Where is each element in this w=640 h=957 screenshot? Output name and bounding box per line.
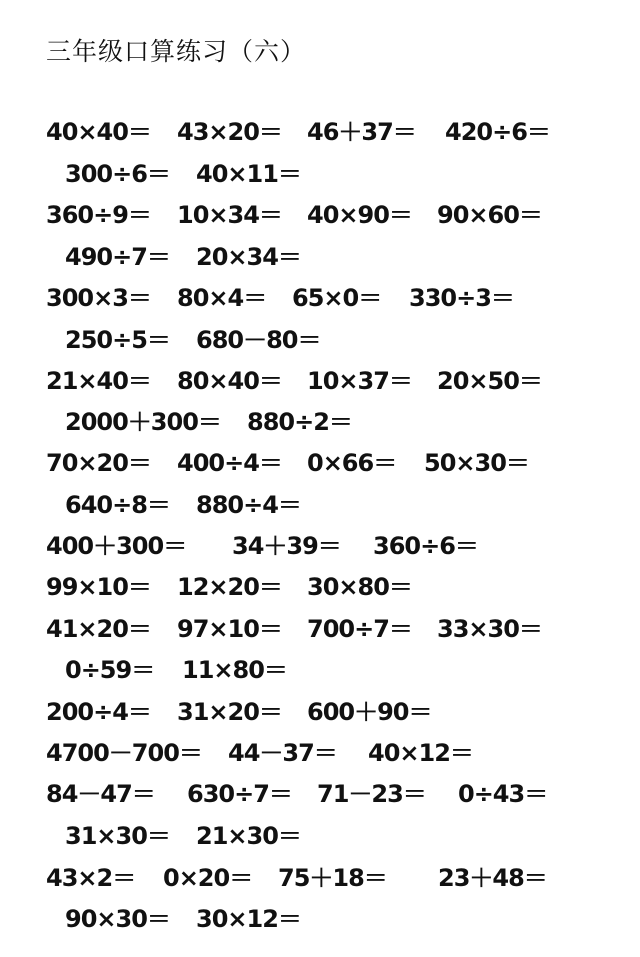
math-problem: 490÷7＝	[65, 243, 170, 271]
problem-row	[0, 487, 640, 523]
math-problem: 40×40＝	[46, 118, 151, 146]
problem-row	[0, 322, 640, 358]
math-problem: 640÷8＝	[65, 491, 170, 519]
math-problem: 400＋300＝	[46, 532, 187, 560]
problem-row	[0, 776, 640, 812]
math-problem: 23＋48＝	[438, 864, 547, 892]
math-problem: 40×90＝	[307, 201, 412, 229]
math-problem: 21×30＝	[196, 822, 301, 850]
math-problem: 33×30＝	[437, 615, 542, 643]
worksheet-title: 三年级口算练习（六）	[46, 37, 307, 66]
math-problem: 80×40＝	[177, 367, 282, 395]
math-problem: 200÷4＝	[46, 698, 151, 726]
math-problem: 46＋37＝	[307, 118, 416, 146]
problem-row	[0, 652, 640, 688]
math-problem: 44－37＝	[228, 739, 337, 767]
math-problem: 65×0＝	[292, 284, 382, 312]
math-problem: 40×11＝	[196, 160, 301, 188]
math-problem: 43×20＝	[177, 118, 282, 146]
math-problem: 0×20＝	[163, 864, 253, 892]
math-problem: 41×20＝	[46, 615, 151, 643]
math-problem: 630÷7＝	[187, 780, 292, 808]
math-problem: 34＋39＝	[232, 532, 341, 560]
math-problem: 330÷3＝	[409, 284, 514, 312]
math-problem: 300×3＝	[46, 284, 151, 312]
problem-row	[0, 197, 640, 233]
math-problem: 680－80＝	[196, 326, 321, 354]
math-problem: 43×2＝	[46, 864, 136, 892]
problem-row	[0, 363, 640, 399]
math-problem: 30×80＝	[307, 573, 412, 601]
math-problem: 700÷7＝	[307, 615, 412, 643]
math-problem: 97×10＝	[177, 615, 282, 643]
math-problem: 250÷5＝	[65, 326, 170, 354]
math-problem: 21×40＝	[46, 367, 151, 395]
math-problem: 0÷59＝	[65, 656, 155, 684]
math-problem: 80×4＝	[177, 284, 267, 312]
math-problem: 84－47＝	[46, 780, 155, 808]
problem-row	[0, 528, 640, 564]
math-problem: 4700－700＝	[46, 739, 202, 767]
problem-row	[0, 818, 640, 854]
problem-row	[0, 280, 640, 316]
math-problem: 10×37＝	[307, 367, 412, 395]
math-problem: 30×12＝	[196, 905, 301, 933]
problem-row	[0, 239, 640, 275]
problem-row	[0, 901, 640, 937]
math-problem: 10×34＝	[177, 201, 282, 229]
math-problem: 880÷2＝	[247, 408, 352, 436]
problem-row	[0, 694, 640, 730]
math-problem: 0÷43＝	[458, 780, 548, 808]
math-problem: 360÷6＝	[373, 532, 478, 560]
math-problem: 50×30＝	[424, 449, 529, 477]
math-problem: 75＋18＝	[278, 864, 387, 892]
math-problem: 31×20＝	[177, 698, 282, 726]
problem-row	[0, 156, 640, 192]
math-problem: 600＋90＝	[307, 698, 432, 726]
problem-row	[0, 569, 640, 605]
math-problem: 11×80＝	[182, 656, 287, 684]
problem-row	[0, 611, 640, 647]
math-problem: 20×50＝	[437, 367, 542, 395]
math-problem: 420÷6＝	[445, 118, 550, 146]
math-problem: 99×10＝	[46, 573, 151, 601]
math-problem: 31×30＝	[65, 822, 170, 850]
math-problem: 90×30＝	[65, 905, 170, 933]
math-problem: 40×12＝	[368, 739, 473, 767]
problem-row	[0, 860, 640, 896]
problem-row	[0, 445, 640, 481]
problem-row	[0, 404, 640, 440]
math-problem: 0×66＝	[307, 449, 397, 477]
math-problem: 400÷4＝	[177, 449, 282, 477]
math-problem: 20×34＝	[196, 243, 301, 271]
math-problem: 70×20＝	[46, 449, 151, 477]
math-problem: 300÷6＝	[65, 160, 170, 188]
math-problem: 12×20＝	[177, 573, 282, 601]
math-problem: 880÷4＝	[196, 491, 301, 519]
math-problem: 360÷9＝	[46, 201, 151, 229]
math-problem: 2000＋300＝	[65, 408, 221, 436]
problem-row	[0, 114, 640, 150]
problem-row	[0, 735, 640, 771]
math-problem: 90×60＝	[437, 201, 542, 229]
math-problem: 71－23＝	[317, 780, 426, 808]
